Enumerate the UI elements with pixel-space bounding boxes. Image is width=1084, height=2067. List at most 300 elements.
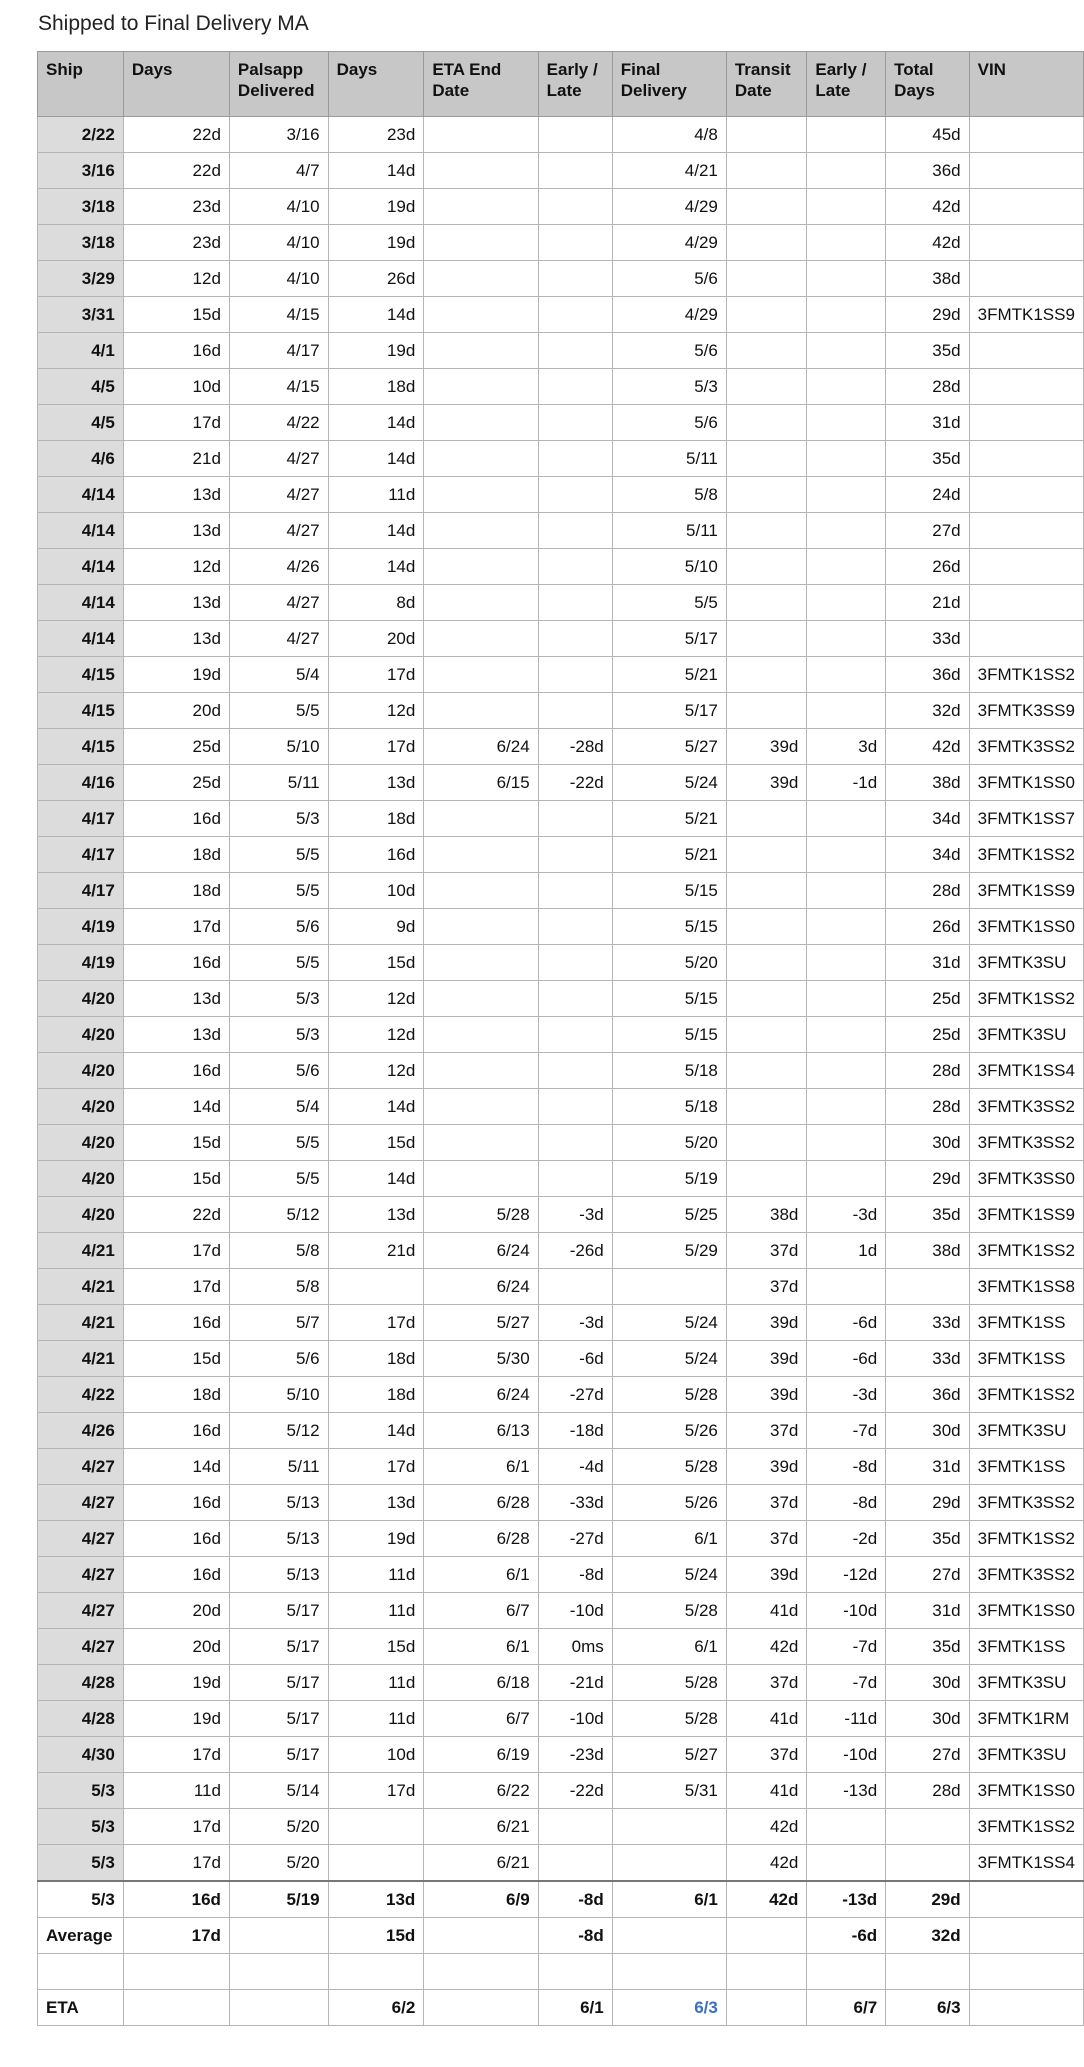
cell-ship[interactable]: 4/17 (38, 873, 124, 909)
cell-final-delivery[interactable]: 5/21 (612, 657, 726, 693)
cell-transit-date[interactable] (726, 1918, 807, 1954)
cell-transit-date[interactable]: 39d (726, 729, 807, 765)
cell-early-late[interactable] (538, 1089, 612, 1125)
cell-days[interactable]: 16d (123, 801, 229, 837)
cell-days-2[interactable]: 18d (328, 1377, 424, 1413)
cell-early-late-2[interactable]: -6d (807, 1305, 886, 1341)
cell-days-2[interactable]: 13d (328, 1197, 424, 1233)
cell-early-late-2[interactable] (807, 1845, 886, 1882)
cell-early-late-2[interactable] (807, 153, 886, 189)
cell-ship[interactable]: 4/20 (38, 981, 124, 1017)
cell-early-late[interactable]: 6/1 (538, 1990, 612, 2026)
cell-days-2[interactable]: 16d (328, 837, 424, 873)
cell-palsapp-delivered[interactable]: 5/5 (229, 837, 328, 873)
cell-vin[interactable]: 3FMTK1SS7 (969, 801, 1083, 837)
cell-palsapp-delivered[interactable]: 5/14 (229, 1773, 328, 1809)
cell-early-late[interactable]: -8d (538, 1881, 612, 1918)
cell-final-delivery[interactable]: 4/29 (612, 225, 726, 261)
cell-days-2[interactable]: 11d (328, 1557, 424, 1593)
cell-total-days[interactable]: 29d (886, 1881, 969, 1918)
cell-ship[interactable]: 4/14 (38, 549, 124, 585)
cell-days-2[interactable]: 6/2 (328, 1990, 424, 2026)
cell-eta-end-date[interactable] (424, 1089, 538, 1125)
cell-days-2[interactable]: 26d (328, 261, 424, 297)
cell-final-delivery[interactable]: 6/3 (612, 1990, 726, 2026)
cell-early-late-2[interactable]: -10d (807, 1593, 886, 1629)
empty-cell[interactable] (612, 1954, 726, 1990)
cell-eta-end-date[interactable] (424, 405, 538, 441)
cell-early-late-2[interactable]: -13d (807, 1881, 886, 1918)
cell-vin[interactable]: 3FMTK1SS (969, 1341, 1083, 1377)
cell-days-2[interactable]: 18d (328, 1341, 424, 1377)
cell-final-delivery[interactable]: 5/6 (612, 261, 726, 297)
cell-transit-date[interactable] (726, 621, 807, 657)
cell-transit-date[interactable] (726, 225, 807, 261)
cell-vin[interactable] (969, 225, 1083, 261)
cell-early-late-2[interactable] (807, 297, 886, 333)
cell-transit-date[interactable] (726, 1053, 807, 1089)
cell-vin[interactable]: 3FMTK1SS0 (969, 1773, 1083, 1809)
cell-total-days[interactable]: 31d (886, 405, 969, 441)
cell-ship[interactable]: 5/3 (38, 1809, 124, 1845)
cell-palsapp-delivered[interactable]: 4/10 (229, 225, 328, 261)
cell-days[interactable]: 13d (123, 477, 229, 513)
cell-total-days[interactable]: 32d (886, 1918, 969, 1954)
cell-early-late-2[interactable] (807, 585, 886, 621)
cell-ship[interactable]: 4/21 (38, 1233, 124, 1269)
cell-early-late-2[interactable]: -11d (807, 1701, 886, 1737)
cell-palsapp-delivered[interactable]: 5/12 (229, 1413, 328, 1449)
cell-total-days[interactable]: 35d (886, 441, 969, 477)
cell-eta-end-date[interactable]: 5/27 (424, 1305, 538, 1341)
cell-early-late[interactable] (538, 369, 612, 405)
cell-days-2[interactable]: 14d (328, 1413, 424, 1449)
cell-eta-end-date[interactable] (424, 333, 538, 369)
cell-vin[interactable]: 3FMTK3SU (969, 1665, 1083, 1701)
cell-days-2[interactable]: 10d (328, 873, 424, 909)
cell-early-late[interactable] (538, 513, 612, 549)
cell-early-late-2[interactable] (807, 1125, 886, 1161)
cell-final-delivery[interactable] (612, 1918, 726, 1954)
cell-vin[interactable]: 3FMTK1SS2 (969, 1809, 1083, 1845)
cell-transit-date[interactable]: 42d (726, 1809, 807, 1845)
cell-eta-end-date[interactable]: 6/21 (424, 1845, 538, 1882)
cell-eta-end-date[interactable]: 6/28 (424, 1521, 538, 1557)
cell-early-late-2[interactable]: -12d (807, 1557, 886, 1593)
cell-ship[interactable]: 4/15 (38, 729, 124, 765)
cell-transit-date[interactable] (726, 1017, 807, 1053)
cell-final-delivery[interactable]: 5/18 (612, 1053, 726, 1089)
cell-ship[interactable]: 4/15 (38, 693, 124, 729)
cell-ship[interactable]: 4/27 (38, 1593, 124, 1629)
cell-early-late-2[interactable] (807, 1809, 886, 1845)
cell-final-delivery[interactable]: 4/21 (612, 153, 726, 189)
cell-ship[interactable]: 4/21 (38, 1305, 124, 1341)
cell-early-late[interactable] (538, 837, 612, 873)
cell-days[interactable]: 25d (123, 765, 229, 801)
cell-palsapp-delivered[interactable]: 3/16 (229, 117, 328, 153)
cell-total-days[interactable]: 24d (886, 477, 969, 513)
cell-ship[interactable]: 4/22 (38, 1377, 124, 1413)
cell-vin[interactable]: 3FMTK3SU (969, 1413, 1083, 1449)
cell-palsapp-delivered[interactable] (229, 1918, 328, 1954)
cell-palsapp-delivered[interactable]: 5/20 (229, 1809, 328, 1845)
cell-eta-end-date[interactable]: 6/22 (424, 1773, 538, 1809)
cell-ship[interactable]: 4/14 (38, 513, 124, 549)
cell-early-late[interactable] (538, 585, 612, 621)
cell-ship[interactable]: 5/3 (38, 1845, 124, 1882)
cell-final-delivery[interactable]: 5/11 (612, 513, 726, 549)
cell-vin[interactable]: 3FMTK1SS4 (969, 1845, 1083, 1882)
cell-total-days[interactable]: 31d (886, 1449, 969, 1485)
cell-days[interactable]: 18d (123, 873, 229, 909)
cell-eta-end-date[interactable] (424, 1990, 538, 2026)
cell-total-days[interactable]: 34d (886, 837, 969, 873)
cell-early-late-2[interactable]: 1d (807, 1233, 886, 1269)
cell-early-late-2[interactable] (807, 657, 886, 693)
cell-days-2[interactable]: 15d (328, 1629, 424, 1665)
cell-palsapp-delivered[interactable]: 4/10 (229, 261, 328, 297)
cell-transit-date[interactable] (726, 585, 807, 621)
cell-days[interactable]: 16d (123, 1881, 229, 1918)
cell-eta-end-date[interactable] (424, 261, 538, 297)
cell-days[interactable]: 15d (123, 1341, 229, 1377)
cell-eta-end-date[interactable]: 6/19 (424, 1737, 538, 1773)
cell-transit-date[interactable]: 39d (726, 1305, 807, 1341)
cell-days-2[interactable]: 11d (328, 1665, 424, 1701)
cell-early-late-2[interactable] (807, 837, 886, 873)
cell-days[interactable]: 16d (123, 333, 229, 369)
cell-final-delivery[interactable]: 4/29 (612, 189, 726, 225)
cell-palsapp-delivered[interactable]: 5/6 (229, 909, 328, 945)
cell-ship[interactable]: 4/20 (38, 1197, 124, 1233)
cell-vin[interactable]: 3FMTK1SS2 (969, 981, 1083, 1017)
cell-palsapp-delivered[interactable]: 5/5 (229, 693, 328, 729)
cell-ship[interactable]: 4/28 (38, 1701, 124, 1737)
cell-final-delivery[interactable]: 5/17 (612, 693, 726, 729)
cell-vin[interactable]: 3FMTK3SS2 (969, 1485, 1083, 1521)
cell-early-late[interactable]: -6d (538, 1341, 612, 1377)
cell-days[interactable]: 21d (123, 441, 229, 477)
cell-vin[interactable] (969, 441, 1083, 477)
cell-transit-date[interactable] (726, 261, 807, 297)
empty-cell[interactable] (807, 1954, 886, 1990)
cell-total-days[interactable]: 27d (886, 1737, 969, 1773)
cell-days[interactable]: 14d (123, 1449, 229, 1485)
cell-early-late-2[interactable]: -13d (807, 1773, 886, 1809)
cell-palsapp-delivered[interactable]: 4/10 (229, 189, 328, 225)
cell-final-delivery[interactable]: 5/21 (612, 801, 726, 837)
cell-final-delivery[interactable]: 5/28 (612, 1449, 726, 1485)
cell-days-2[interactable]: 9d (328, 909, 424, 945)
cell-vin[interactable]: 3FMTK1SS2 (969, 657, 1083, 693)
cell-vin[interactable] (969, 549, 1083, 585)
cell-early-late-2[interactable] (807, 801, 886, 837)
cell-days-2[interactable]: 12d (328, 981, 424, 1017)
column-header-transit-date[interactable]: Transit Date (726, 52, 807, 117)
cell-days[interactable]: 16d (123, 1305, 229, 1341)
cell-days-2[interactable]: 17d (328, 1305, 424, 1341)
cell-early-late[interactable] (538, 801, 612, 837)
cell-transit-date[interactable]: 41d (726, 1593, 807, 1629)
cell-transit-date[interactable] (726, 1125, 807, 1161)
cell-early-late[interactable] (538, 1269, 612, 1305)
cell-total-days[interactable]: 32d (886, 693, 969, 729)
cell-early-late-2[interactable]: -10d (807, 1737, 886, 1773)
cell-eta-end-date[interactable] (424, 1017, 538, 1053)
cell-palsapp-delivered[interactable]: 5/19 (229, 1881, 328, 1918)
cell-eta-end-date[interactable] (424, 693, 538, 729)
cell-palsapp-delivered[interactable]: 5/6 (229, 1341, 328, 1377)
cell-ship[interactable]: 4/14 (38, 477, 124, 513)
cell-early-late-2[interactable] (807, 441, 886, 477)
cell-vin[interactable]: 3FMTK3SS2 (969, 1089, 1083, 1125)
cell-early-late[interactable] (538, 225, 612, 261)
cell-transit-date[interactable] (726, 153, 807, 189)
cell-early-late[interactable] (538, 693, 612, 729)
cell-days-2[interactable]: 12d (328, 693, 424, 729)
cell-total-days[interactable]: 6/3 (886, 1990, 969, 2026)
cell-final-delivery[interactable]: 5/28 (612, 1377, 726, 1413)
cell-total-days[interactable]: 28d (886, 1053, 969, 1089)
cell-palsapp-delivered[interactable]: 5/4 (229, 1089, 328, 1125)
cell-days-2[interactable]: 17d (328, 1449, 424, 1485)
cell-early-late[interactable]: -4d (538, 1449, 612, 1485)
column-header-total-days[interactable]: Total Days (886, 52, 969, 117)
cell-early-late[interactable] (538, 1845, 612, 1882)
column-header-ship[interactable]: Ship (38, 52, 124, 117)
cell-days-2[interactable]: 14d (328, 405, 424, 441)
cell-palsapp-delivered[interactable]: 5/17 (229, 1737, 328, 1773)
cell-transit-date[interactable] (726, 1089, 807, 1125)
cell-eta-end-date[interactable] (424, 549, 538, 585)
cell-transit-date[interactable] (726, 549, 807, 585)
cell-palsapp-delivered[interactable]: 4/26 (229, 549, 328, 585)
cell-final-delivery[interactable]: 5/15 (612, 1017, 726, 1053)
cell-final-delivery[interactable] (612, 1269, 726, 1305)
cell-days-2[interactable]: 13d (328, 1881, 424, 1918)
cell-early-late-2[interactable] (807, 369, 886, 405)
cell-total-days[interactable]: 28d (886, 1089, 969, 1125)
cell-early-late[interactable] (538, 1809, 612, 1845)
cell-final-delivery[interactable]: 5/15 (612, 909, 726, 945)
cell-days[interactable]: 20d (123, 693, 229, 729)
cell-early-late[interactable] (538, 1053, 612, 1089)
cell-days[interactable]: 14d (123, 1089, 229, 1125)
cell-palsapp-delivered[interactable]: 5/12 (229, 1197, 328, 1233)
cell-vin[interactable]: 3FMTK1SS (969, 1305, 1083, 1341)
cell-early-late[interactable] (538, 333, 612, 369)
cell-final-delivery[interactable]: 5/6 (612, 333, 726, 369)
cell-palsapp-delivered[interactable]: 4/27 (229, 441, 328, 477)
cell-total-days[interactable] (886, 1269, 969, 1305)
cell-vin[interactable]: 3FMTK1SS2 (969, 1521, 1083, 1557)
cell-days[interactable]: 18d (123, 1377, 229, 1413)
cell-days[interactable]: 19d (123, 657, 229, 693)
cell-early-late-2[interactable] (807, 945, 886, 981)
empty-cell[interactable] (886, 1954, 969, 1990)
cell-eta-end-date[interactable] (424, 441, 538, 477)
cell-ship[interactable]: 5/3 (38, 1773, 124, 1809)
cell-vin[interactable]: 3FMTK3SU (969, 1737, 1083, 1773)
cell-vin[interactable] (969, 513, 1083, 549)
cell-final-delivery[interactable]: 5/26 (612, 1413, 726, 1449)
cell-early-late-2[interactable] (807, 477, 886, 513)
cell-final-delivery[interactable]: 5/29 (612, 1233, 726, 1269)
cell-total-days[interactable]: 26d (886, 549, 969, 585)
cell-palsapp-delivered[interactable]: 5/3 (229, 981, 328, 1017)
cell-early-late[interactable] (538, 261, 612, 297)
cell-early-late[interactable] (538, 873, 612, 909)
cell-days[interactable]: 13d (123, 585, 229, 621)
cell-final-delivery[interactable]: 5/24 (612, 765, 726, 801)
cell-transit-date[interactable] (726, 945, 807, 981)
cell-transit-date[interactable] (726, 801, 807, 837)
cell-early-late-2[interactable] (807, 333, 886, 369)
cell-days[interactable]: 16d (123, 1557, 229, 1593)
cell-early-late[interactable]: -21d (538, 1665, 612, 1701)
cell-eta-end-date[interactable]: 6/1 (424, 1557, 538, 1593)
column-header-early-late[interactable]: Early / Late (538, 52, 612, 117)
cell-early-late-2[interactable]: -3d (807, 1197, 886, 1233)
cell-vin[interactable]: 3FMTK1SS0 (969, 765, 1083, 801)
cell-final-delivery[interactable]: 5/21 (612, 837, 726, 873)
cell-eta-end-date[interactable] (424, 657, 538, 693)
cell-early-late[interactable]: -8d (538, 1557, 612, 1593)
cell-eta-end-date[interactable]: 6/15 (424, 765, 538, 801)
cell-days-2[interactable]: 18d (328, 369, 424, 405)
cell-palsapp-delivered[interactable]: 5/17 (229, 1629, 328, 1665)
cell-ship[interactable]: 3/16 (38, 153, 124, 189)
cell-days-2[interactable]: 11d (328, 477, 424, 513)
cell-total-days[interactable]: 28d (886, 369, 969, 405)
cell-days-2[interactable]: 19d (328, 333, 424, 369)
cell-transit-date[interactable] (726, 873, 807, 909)
cell-early-late[interactable] (538, 405, 612, 441)
cell-ship[interactable]: 3/18 (38, 225, 124, 261)
cell-final-delivery[interactable] (612, 1809, 726, 1845)
cell-vin[interactable]: 3FMTK1SS2 (969, 1377, 1083, 1413)
cell-ship[interactable]: 4/30 (38, 1737, 124, 1773)
cell-vin[interactable] (969, 333, 1083, 369)
cell-ship[interactable]: 4/21 (38, 1269, 124, 1305)
cell-early-late[interactable]: -10d (538, 1593, 612, 1629)
cell-days[interactable]: 15d (123, 297, 229, 333)
cell-days-2[interactable]: 15d (328, 1918, 424, 1954)
cell-ship[interactable]: 4/15 (38, 657, 124, 693)
cell-palsapp-delivered[interactable] (229, 1990, 328, 2026)
cell-total-days[interactable] (886, 1809, 969, 1845)
cell-palsapp-delivered[interactable]: 5/17 (229, 1701, 328, 1737)
cell-early-late-2[interactable]: -7d (807, 1629, 886, 1665)
cell-transit-date[interactable] (726, 1161, 807, 1197)
cell-vin[interactable] (969, 585, 1083, 621)
cell-eta-end-date[interactable] (424, 873, 538, 909)
cell-eta-end-date[interactable] (424, 1053, 538, 1089)
cell-days[interactable]: 20d (123, 1629, 229, 1665)
cell-ship[interactable]: 3/18 (38, 189, 124, 225)
cell-eta-end-date[interactable] (424, 1161, 538, 1197)
cell-days[interactable]: 23d (123, 225, 229, 261)
cell-early-late[interactable]: -27d (538, 1521, 612, 1557)
cell-early-late-2[interactable] (807, 513, 886, 549)
cell-transit-date[interactable]: 37d (726, 1737, 807, 1773)
cell-vin[interactable]: 3FMTK1RM (969, 1701, 1083, 1737)
cell-vin[interactable]: 3FMTK1SS (969, 1629, 1083, 1665)
cell-transit-date[interactable]: 41d (726, 1773, 807, 1809)
cell-palsapp-delivered[interactable]: 5/5 (229, 945, 328, 981)
cell-ship[interactable]: ETA (38, 1990, 124, 2026)
cell-palsapp-delivered[interactable]: 4/7 (229, 153, 328, 189)
cell-final-delivery[interactable]: 5/20 (612, 1125, 726, 1161)
cell-palsapp-delivered[interactable]: 5/13 (229, 1485, 328, 1521)
cell-early-late[interactable] (538, 945, 612, 981)
cell-total-days[interactable]: 34d (886, 801, 969, 837)
empty-cell[interactable] (726, 1954, 807, 1990)
cell-total-days[interactable]: 38d (886, 261, 969, 297)
cell-palsapp-delivered[interactable]: 5/10 (229, 729, 328, 765)
cell-vin[interactable]: 3FMTK1SS9 (969, 297, 1083, 333)
cell-early-late-2[interactable] (807, 549, 886, 585)
cell-eta-end-date[interactable]: 6/24 (424, 729, 538, 765)
cell-days-2[interactable] (328, 1809, 424, 1845)
cell-palsapp-delivered[interactable]: 4/27 (229, 585, 328, 621)
cell-palsapp-delivered[interactable]: 5/10 (229, 1377, 328, 1413)
cell-ship[interactable]: 4/20 (38, 1161, 124, 1197)
empty-cell[interactable] (328, 1954, 424, 1990)
cell-ship[interactable]: 4/5 (38, 405, 124, 441)
cell-days-2[interactable]: 15d (328, 1125, 424, 1161)
cell-transit-date[interactable]: 42d (726, 1629, 807, 1665)
cell-transit-date[interactable] (726, 909, 807, 945)
cell-eta-end-date[interactable] (424, 585, 538, 621)
cell-days-2[interactable] (328, 1845, 424, 1882)
cell-palsapp-delivered[interactable]: 4/27 (229, 477, 328, 513)
cell-days[interactable]: 22d (123, 117, 229, 153)
cell-early-late-2[interactable]: -6d (807, 1918, 886, 1954)
cell-transit-date[interactable] (726, 1990, 807, 2026)
cell-total-days[interactable]: 35d (886, 333, 969, 369)
cell-final-delivery[interactable]: 5/17 (612, 621, 726, 657)
cell-palsapp-delivered[interactable]: 5/11 (229, 1449, 328, 1485)
cell-days-2[interactable]: 12d (328, 1053, 424, 1089)
cell-final-delivery[interactable]: 5/28 (612, 1593, 726, 1629)
cell-early-late[interactable]: -3d (538, 1305, 612, 1341)
cell-transit-date[interactable] (726, 657, 807, 693)
column-header-early-late-2[interactable]: Early / Late (807, 52, 886, 117)
cell-final-delivery[interactable]: 4/8 (612, 117, 726, 153)
cell-final-delivery[interactable]: 5/6 (612, 405, 726, 441)
cell-days[interactable]: 11d (123, 1773, 229, 1809)
cell-transit-date[interactable] (726, 369, 807, 405)
cell-final-delivery[interactable]: 5/8 (612, 477, 726, 513)
cell-vin[interactable]: 3FMTK1SS (969, 1449, 1083, 1485)
cell-early-late-2[interactable]: 6/7 (807, 1990, 886, 2026)
cell-ship[interactable]: 4/27 (38, 1449, 124, 1485)
cell-total-days[interactable]: 27d (886, 1557, 969, 1593)
cell-days[interactable]: 19d (123, 1665, 229, 1701)
cell-days[interactable]: 19d (123, 1701, 229, 1737)
cell-early-late-2[interactable]: -8d (807, 1485, 886, 1521)
cell-ship[interactable]: 4/27 (38, 1629, 124, 1665)
cell-palsapp-delivered[interactable]: 5/8 (229, 1233, 328, 1269)
cell-ship[interactable]: 4/14 (38, 585, 124, 621)
cell-days-2[interactable]: 14d (328, 297, 424, 333)
cell-final-delivery[interactable]: 5/3 (612, 369, 726, 405)
cell-total-days[interactable]: 30d (886, 1665, 969, 1701)
cell-final-delivery[interactable]: 6/1 (612, 1629, 726, 1665)
cell-ship[interactable]: 4/19 (38, 909, 124, 945)
